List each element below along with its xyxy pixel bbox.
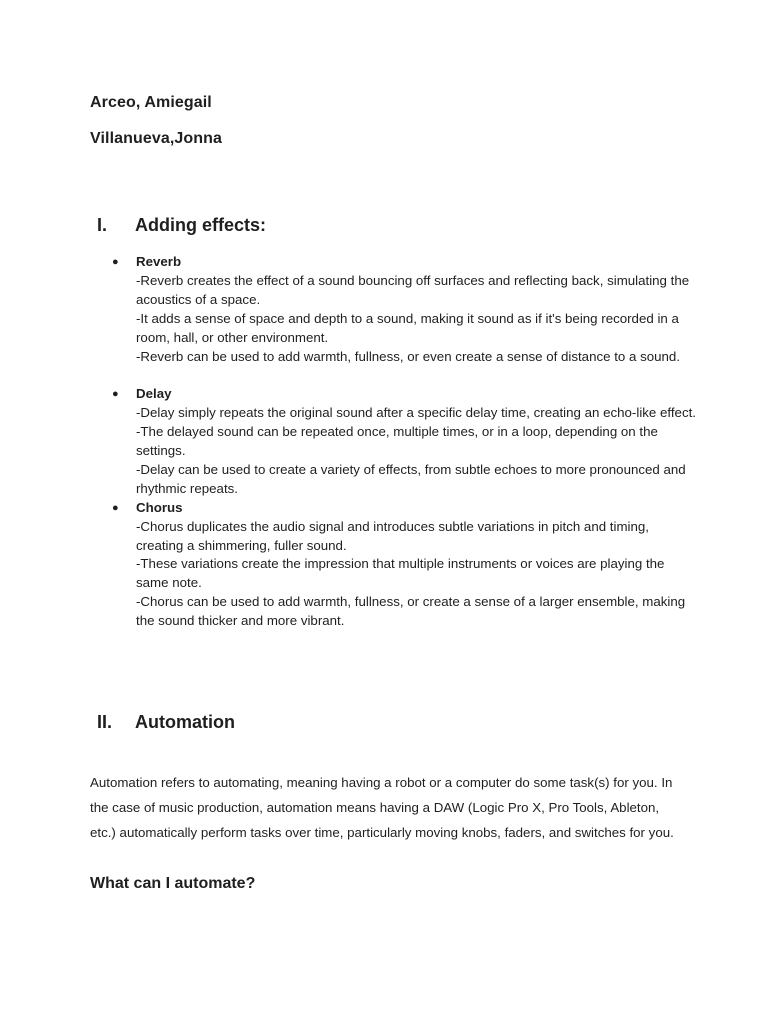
effect-item-delay <box>112 385 696 498</box>
author-name: Arceo, Amiegail <box>90 94 212 111</box>
effect-description: -Chorus can be used to add warmth, fullness, or create a sense of a larger ensemble, making the sound thicker and more vibrant. <box>136 594 686 629</box>
effect-description: -Reverb can be used to add warmth, fullness, or even create a sense of distance to a sound. <box>136 348 681 364</box>
effect-description: -The delayed sound can be repeated once, multiple times, or in a loop, depending on the settings. <box>136 424 658 459</box>
effect-description: -Chorus duplicates the audio signal and introduces subtle variations in pitch and timing, creating a shimmering, fuller sound. <box>136 518 649 553</box>
section-title: Adding effects: <box>135 215 267 235</box>
effect-description: -It adds a sense of space and depth to a sound, making it sound as if it's being recorded in a room, hall, or other environment. <box>136 310 679 345</box>
effect-description: -Delay can be used to create a variety of effects, from subtle echoes to more pronounced and rhythmic repeats. <box>136 461 686 496</box>
section-number: II. <box>97 712 113 732</box>
bullet-icon: ● <box>112 388 119 401</box>
effect-name: Delay <box>136 386 172 402</box>
automation-subheading: What can I automate? <box>90 875 256 892</box>
section-heading-automation <box>90 712 235 733</box>
effect-description: -Delay simply repeats the original sound after a specific delay time, creating an echo-like effect. <box>136 405 696 421</box>
author-name: Villanueva,Jonna <box>90 130 223 147</box>
section-heading-adding-effects <box>90 215 266 236</box>
section-title: Automation <box>135 712 235 732</box>
effect-name: Reverb <box>136 254 182 269</box>
effect-item-chorus <box>112 499 696 631</box>
bullet-icon: ● <box>112 256 119 268</box>
effect-description: -Reverb creates the effect of a sound bouncing off surfaces and reflecting back, simulating the acoustics of a space. <box>136 272 690 307</box>
effect-description: -These variations create the impression that multiple instruments or voices are playing the same note. <box>136 556 665 591</box>
effect-name: Chorus <box>136 499 183 515</box>
section-number: I. <box>97 215 108 235</box>
bullet-icon: ● <box>112 501 119 514</box>
effect-item-reverb <box>112 253 696 366</box>
automation-paragraph: Automation refers to automating, meaning having a robot or a computer do some task(s) for you. In the case of music production, automation means having a DAW (Logic Pro X, Pro Tools, Ableton, etc.) automatically perform tasks over time, particularly moving knobs, faders, and switches for you. <box>90 775 674 840</box>
effects-list <box>112 253 696 631</box>
